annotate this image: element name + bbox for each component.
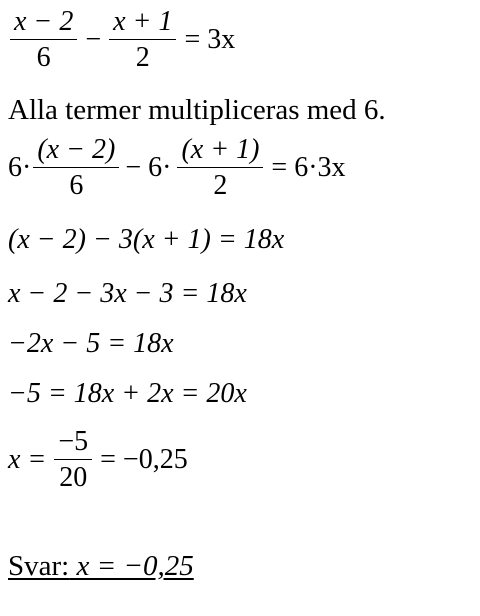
equation-original: [8, 8, 235, 72]
equation-rhs: = 6·3x: [271, 152, 346, 183]
fraction-numerator: x − 2: [10, 8, 77, 40]
step-expand: (x − 2) − 3(x + 1) = 18x: [8, 224, 285, 255]
fraction-denominator: 2: [135, 42, 150, 73]
answer-value: x = −0,25: [76, 550, 194, 582]
fraction-numerator: (x + 1): [177, 136, 263, 168]
solve-lhs: x =: [8, 444, 47, 475]
fraction-denominator: 2: [213, 170, 228, 201]
fraction-numerator: −5: [54, 428, 92, 460]
equation-rhs: = 3x: [184, 24, 236, 55]
minus-sign: −: [85, 24, 102, 55]
step-isolate: −5 = 18x + 2x = 20x: [8, 378, 247, 409]
fraction-numerator: x + 1: [109, 8, 176, 40]
instruction-text: Alla termer multipliceras med 6.: [8, 94, 386, 126]
fraction-left: [10, 8, 77, 72]
fraction-denominator: 6: [36, 42, 51, 73]
step-distribute: x − 2 − 3x − 3 = 18x: [8, 278, 247, 309]
multiplier-mid: − 6·: [125, 152, 172, 183]
step-combine: −2x − 5 = 18x: [8, 328, 174, 359]
fraction-denominator: 6: [69, 170, 84, 201]
fraction-left: [33, 136, 119, 200]
fraction-right: [177, 136, 263, 200]
solve-fraction: [54, 428, 92, 492]
answer-label: Svar:: [8, 550, 70, 582]
step-solve: [8, 428, 188, 492]
solve-result: = −0,25: [100, 444, 188, 475]
fraction-numerator: (x − 2): [33, 136, 119, 168]
fraction-denominator: 20: [59, 462, 88, 493]
equation-multiplied: [8, 136, 346, 200]
fraction-right: [109, 8, 176, 72]
answer-line: [8, 550, 194, 583]
multiplier-lead: 6·: [8, 152, 32, 183]
